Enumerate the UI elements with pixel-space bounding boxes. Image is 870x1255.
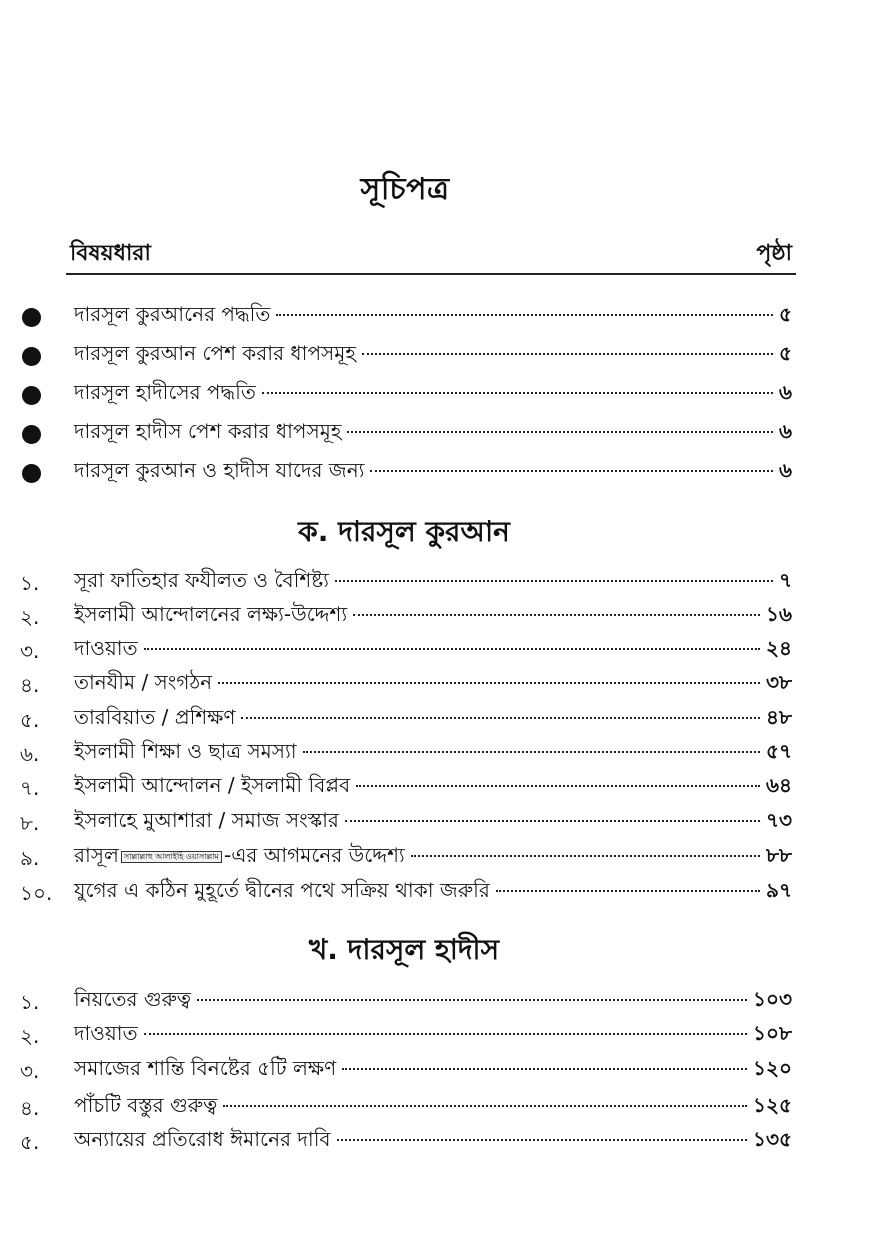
entry-number: ২. — [20, 605, 40, 629]
entry-title: পাঁচটি বস্তুর গুরুত্ব — [74, 1093, 218, 1117]
entry-title: তারবিয়াত / প্রশিক্ষণ — [74, 705, 236, 729]
entry-title: সমাজের শান্তি বিনষ্টের ৫টি লক্ষণ — [74, 1056, 337, 1080]
toc-entry[interactable] — [0, 1125, 870, 1163]
toc-entry[interactable] — [0, 841, 870, 879]
section-heading: ক. দারসূল কুরআন — [298, 515, 510, 548]
leader-dots — [218, 682, 760, 684]
entry-title: ইসলাহে মুআশারা / সমাজ সংস্কার — [74, 808, 339, 832]
leader-dots — [197, 999, 747, 1001]
leader-dots — [335, 580, 773, 582]
leader-dots — [337, 1139, 747, 1141]
toc-entry[interactable] — [0, 417, 870, 455]
entry-page: ১৩৫ — [753, 1127, 792, 1151]
page-title: সূচিপত্র — [360, 172, 450, 207]
leader-dots — [345, 820, 760, 822]
leader-dots — [353, 614, 760, 616]
entry-title: ইসলামী আন্দোলন / ইসলামী বিপ্লব — [74, 773, 351, 797]
entry-title: সূরা ফাতিহার ফযীলত ও বৈশিষ্ট্য — [74, 568, 329, 592]
entry-number: ৩. — [20, 1059, 40, 1083]
toc-entry[interactable] — [0, 566, 870, 604]
entry-title: ইসলামী আন্দোলনের লক্ষ্য-উদ্দেশ্য — [74, 602, 348, 626]
entry-page: ৬ — [778, 458, 792, 482]
leader-dots — [342, 1068, 747, 1070]
leader-dots — [144, 648, 760, 650]
toc-entry[interactable] — [0, 634, 870, 672]
entry-number: ৫. — [20, 708, 40, 732]
leader-dots — [303, 751, 760, 753]
entry-number: ৪. — [20, 1096, 40, 1120]
entry-title: দারসূল হাদীসের পদ্ধতি — [74, 380, 256, 404]
column-header-topic: বিষয়ধারা — [70, 241, 151, 266]
entry-number: ৯. — [20, 846, 40, 870]
entry-page: ২৪ — [766, 636, 792, 660]
leader-dots — [223, 1105, 747, 1107]
bullet-icon — [22, 464, 41, 483]
entry-title: অন্যায়ের প্রতিরোধ ঈমানের দাবি — [74, 1127, 331, 1151]
toc-entry[interactable] — [0, 876, 870, 914]
entry-title: দারসূল হাদীস পেশ করার ধাপসমূহ — [74, 419, 342, 443]
entry-title: যুগের এ কঠিন মুহূর্তে দ্বীনের পথে সক্রিয় থাকা জরুরি — [74, 878, 490, 902]
leader-dots — [362, 353, 773, 355]
entry-page: ৬৪ — [766, 773, 792, 797]
leader-dots — [262, 392, 773, 394]
column-header-page: পৃষ্ঠা — [756, 241, 792, 266]
entry-title: দারসূল কুরআনের পদ্ধতি — [74, 302, 271, 326]
salutation-seal: সাল্লাল্লাহু আলাইহি ওয়াসাল্লাম — [121, 851, 222, 863]
entry-number: ১. — [20, 571, 40, 595]
toc-entry[interactable] — [0, 600, 870, 638]
entry-page: ৭ — [778, 568, 792, 592]
entry-title: নিয়তের গুরুত্ব — [74, 987, 192, 1011]
toc-entry[interactable] — [0, 806, 870, 844]
leader-dots — [144, 1033, 747, 1035]
entry-page: ১০৮ — [753, 1021, 792, 1045]
toc-entry[interactable] — [0, 1054, 870, 1092]
entry-title: দারসূল কুরআন পেশ করার ধাপসমূহ — [74, 341, 356, 365]
bullet-icon — [22, 386, 41, 405]
toc-entry[interactable] — [0, 1019, 870, 1057]
entry-page: ৩৮ — [766, 670, 792, 694]
leader-dots — [356, 785, 760, 787]
entry-page: ১৬ — [766, 602, 792, 626]
entry-number: ৮. — [20, 811, 40, 835]
entry-page: ৬ — [778, 419, 792, 443]
entry-title: দারসূল কুরআন ও হাদীস যাদের জন্য — [74, 458, 365, 482]
entry-title: রাসূল — [74, 843, 119, 867]
toc-entry[interactable] — [0, 1091, 870, 1129]
entry-page: ১২৫ — [753, 1093, 792, 1117]
entry-number: ২. — [20, 1024, 40, 1048]
header-divider — [66, 273, 796, 275]
entry-page: ৪৮ — [766, 705, 792, 729]
leader-dots — [276, 314, 773, 316]
toc-entry[interactable] — [0, 668, 870, 706]
toc-entry[interactable] — [0, 456, 870, 494]
entry-title-suffix: -এর আগমনের উদ্দেশ্য — [224, 843, 405, 867]
entry-page: ১০৩ — [753, 987, 792, 1011]
leader-dots — [347, 431, 773, 433]
entry-number: ৭. — [20, 776, 40, 800]
bullet-icon — [22, 425, 41, 444]
leader-dots — [411, 855, 760, 857]
leader-dots — [370, 470, 773, 472]
entry-page: ৯৭ — [766, 878, 792, 902]
entry-number: ৬. — [20, 742, 40, 766]
bullet-icon — [22, 308, 41, 327]
entry-number: ১০. — [20, 881, 53, 905]
toc-entry[interactable] — [0, 300, 870, 338]
entry-page: ৫ — [779, 302, 792, 326]
leader-dots — [496, 890, 760, 892]
entry-page: ৭৩ — [765, 808, 792, 832]
entry-title: তানযীম / সংগঠন — [74, 670, 213, 694]
toc-entry[interactable] — [0, 339, 870, 377]
bullet-icon — [22, 347, 41, 366]
entry-title: দাওয়াত — [74, 636, 138, 660]
entry-number: ৩. — [20, 639, 40, 663]
entry-title: দাওয়াত — [74, 1021, 138, 1045]
entry-page: ৮৮ — [766, 843, 792, 867]
toc-entry[interactable] — [0, 771, 870, 809]
entry-page: ৫ — [779, 341, 792, 365]
leader-dots — [241, 717, 760, 719]
entry-page: ১২০ — [753, 1056, 792, 1080]
section-heading: খ. দারসূল হাদীস — [308, 933, 500, 966]
entry-title: ইসলামী শিক্ষা ও ছাত্র সমস্যা — [74, 739, 297, 763]
entry-page: ৬ — [778, 380, 792, 404]
entry-number: ১. — [20, 990, 40, 1014]
entry-number: ৪. — [20, 673, 40, 697]
toc-entry[interactable] — [0, 703, 870, 741]
toc-entry[interactable] — [0, 737, 870, 775]
toc-entry[interactable] — [0, 378, 870, 416]
entry-page: ৫৭ — [766, 739, 792, 763]
toc-entry[interactable] — [0, 985, 870, 1023]
entry-number: ৫. — [20, 1130, 40, 1154]
